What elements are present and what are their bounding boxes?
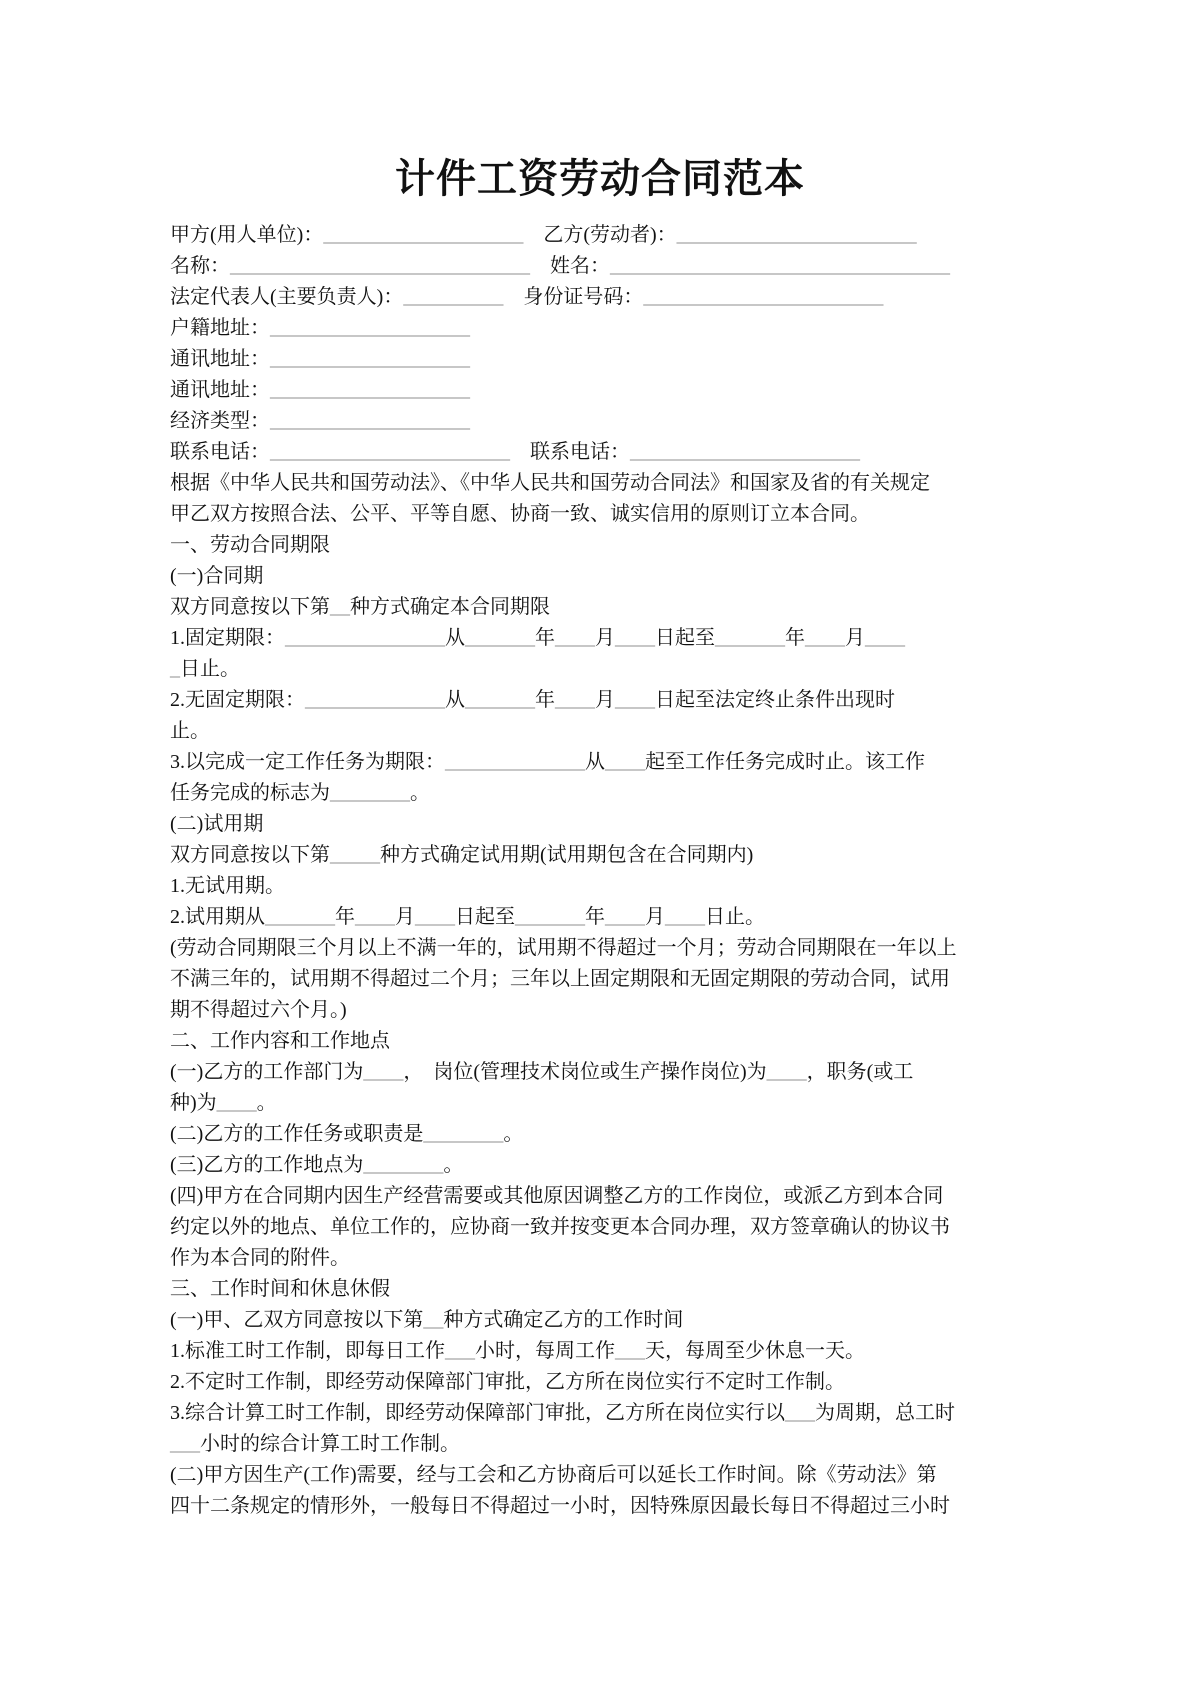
blank-field: ____: [555, 627, 595, 649]
contract-line: 2.无固定期限：______________从_______年____月____日起至法定终止条件出现时: [170, 689, 895, 711]
contract-line: 2.不定时工作制，即经劳动保障部门审批，乙方所在岗位实行不定时工作制。: [170, 1371, 845, 1393]
blank-field: ____________________: [270, 410, 470, 432]
blank-field: _______: [715, 627, 785, 649]
blank-field: ____: [555, 689, 595, 711]
blank-field: __________: [403, 286, 504, 308]
contract-line: 通讯地址：____________________: [170, 379, 470, 401]
blank-field: ____: [605, 906, 645, 928]
blank-field: ______________: [305, 689, 445, 711]
contract-line: 甲乙双方按照合法、公平、平等自愿、协商一致、诚实信用的原则订立本合同。: [170, 503, 870, 525]
blank-field: ______________________________: [230, 255, 530, 277]
blank-field: ____________________: [270, 379, 470, 401]
blank-field: ____: [615, 627, 655, 649]
contract-line: (二)试用期: [170, 813, 264, 835]
blank-field: ________________: [285, 627, 445, 649]
contract-line: 联系电话：________________________ 联系电话：_______________________: [170, 441, 860, 463]
contract-line: 种)为____。: [170, 1092, 277, 1114]
contract-line: 四十二条规定的情形外，一般每日不得超过一小时，因特殊原因最长每日不得超过三小时: [170, 1495, 950, 1517]
contract-line: 二、工作内容和工作地点: [170, 1030, 390, 1052]
blank-field: __________________________________: [610, 255, 950, 277]
blank-field: _______________________: [630, 441, 860, 463]
blank-field: _: [170, 658, 180, 680]
contract-line: 约定以外的地点、单位工作的，应协商一致并按变更本合同办理，双方签章确认的协议书: [170, 1216, 950, 1238]
contract-line: 通讯地址：____________________: [170, 348, 470, 370]
blank-field: ___: [445, 1340, 475, 1362]
contract-line: 作为本合同的附件。: [170, 1247, 350, 1269]
blank-field: ____: [415, 906, 455, 928]
contract-line: 1.固定期限：________________从_______年____月____日起至_______年____月____: [170, 627, 905, 649]
contract-line: 不满三年的，试用期不得超过二个月；三年以上固定期限和无固定期限的劳动合同，试用: [170, 968, 950, 990]
blank-field: ________: [423, 1123, 504, 1145]
blank-field: ____________________: [270, 317, 470, 339]
contract-line: 2.试用期从_______年____月____日起至_______年____月____日止。: [170, 906, 765, 928]
contract-line: _日止。: [170, 658, 240, 680]
blank-field: _______: [465, 627, 535, 649]
blank-field: ________: [330, 782, 410, 804]
blank-field: _______: [465, 689, 535, 711]
blank-field: ___: [170, 1433, 200, 1455]
contract-line: (一)乙方的工作部门为____， 岗位(管理技术岗位或生产操作岗位)为____，职务(或工: [170, 1061, 914, 1083]
document-title: 计件工资劳动合同范本: [395, 157, 805, 201]
contract-line: 名称：______________________________ 姓名：__________________________________: [170, 255, 950, 277]
blank-field: ____: [766, 1061, 807, 1083]
blank-field: ___: [785, 1402, 815, 1424]
contract-line: 双方同意按以下第_____种方式确定试用期(试用期包含在合同期内): [170, 844, 754, 866]
contract-line: (劳动合同期限三个月以上不满一年的，试用期不得超过一个月；劳动合同期限在一年以上: [170, 937, 957, 959]
blank-field: ____: [363, 1061, 404, 1083]
blank-field: ____: [216, 1092, 257, 1114]
blank-field: ____________________: [323, 224, 524, 246]
blank-field: ___: [615, 1340, 645, 1362]
contract-line: (四)甲方在合同期内因生产经营需要或其他原因调整乙方的工作岗位，或派乙方到本合同: [170, 1185, 944, 1207]
contract-line: (二)乙方的工作任务或职责是________。: [170, 1123, 524, 1145]
contract-line: 3.综合计算工时工作制，即经劳动保障部门审批，乙方所在岗位实行以___为周期，总工时: [170, 1402, 955, 1424]
contract-line: 户籍地址：____________________: [170, 317, 470, 339]
contract-line: 根据《中华人民共和国劳动法》、《中华人民共和国劳动合同法》和国家及省的有关规定: [170, 472, 930, 494]
contract-line: (三)乙方的工作地点为________。: [170, 1154, 464, 1176]
blank-field: _______: [265, 906, 335, 928]
blank-field: ________________________: [676, 224, 917, 246]
contract-line: (一)合同期: [170, 565, 264, 587]
blank-field: ________________________: [270, 441, 510, 463]
blank-field: _______: [515, 906, 585, 928]
contract-line: ___小时的综合计算工时工作制。: [170, 1433, 460, 1455]
blank-field: ____: [355, 906, 395, 928]
document-body: [170, 220, 1030, 1522]
contract-line: 3.以完成一定工作任务为期限：______________从____起至工作任务完成时止。该工作: [170, 751, 925, 773]
blank-field: _____: [330, 844, 380, 866]
contract-line: 一、劳动合同期限: [170, 534, 330, 556]
contract-line: 任务完成的标志为________。: [170, 782, 430, 804]
blank-field: __: [423, 1309, 444, 1331]
blank-field: ____: [865, 627, 905, 649]
blank-field: ________: [363, 1154, 444, 1176]
contract-line: 法定代表人(主要负责人)：__________ 身份证号码：________________________: [170, 286, 884, 308]
contract-line: 甲方(用人单位)：____________________ 乙方(劳动者)：________________________: [170, 224, 917, 246]
blank-field: __: [330, 596, 350, 618]
blank-field: ________________________: [643, 286, 884, 308]
contract-line: 1.标准工时工作制，即每日工作___小时，每周工作___天，每周至少休息一天。: [170, 1340, 865, 1362]
contract-content: [170, 155, 1030, 1522]
contract-line: (一)甲、乙双方同意按以下第__种方式确定乙方的工作时间: [170, 1309, 684, 1331]
blank-field: ____: [805, 627, 845, 649]
contract-line: 止。: [170, 720, 210, 742]
contract-line: 1.无试用期。: [170, 875, 285, 897]
contract-line: 双方同意按以下第__种方式确定本合同期限: [170, 596, 550, 618]
contract-line: 经济类型：____________________: [170, 410, 470, 432]
contract-line: (二)甲方因生产(工作)需要，经与工会和乙方协商后可以延长工作时间。除《劳动法》第: [170, 1464, 937, 1486]
contract-line: 期不得超过六个月。): [170, 999, 347, 1021]
blank-field: ____: [665, 906, 705, 928]
contract-line: 三、工作时间和休息休假: [170, 1278, 390, 1300]
blank-field: ____________________: [270, 348, 470, 370]
blank-field: ______________: [445, 751, 585, 773]
blank-field: ____: [605, 751, 645, 773]
blank-field: ____: [615, 689, 655, 711]
